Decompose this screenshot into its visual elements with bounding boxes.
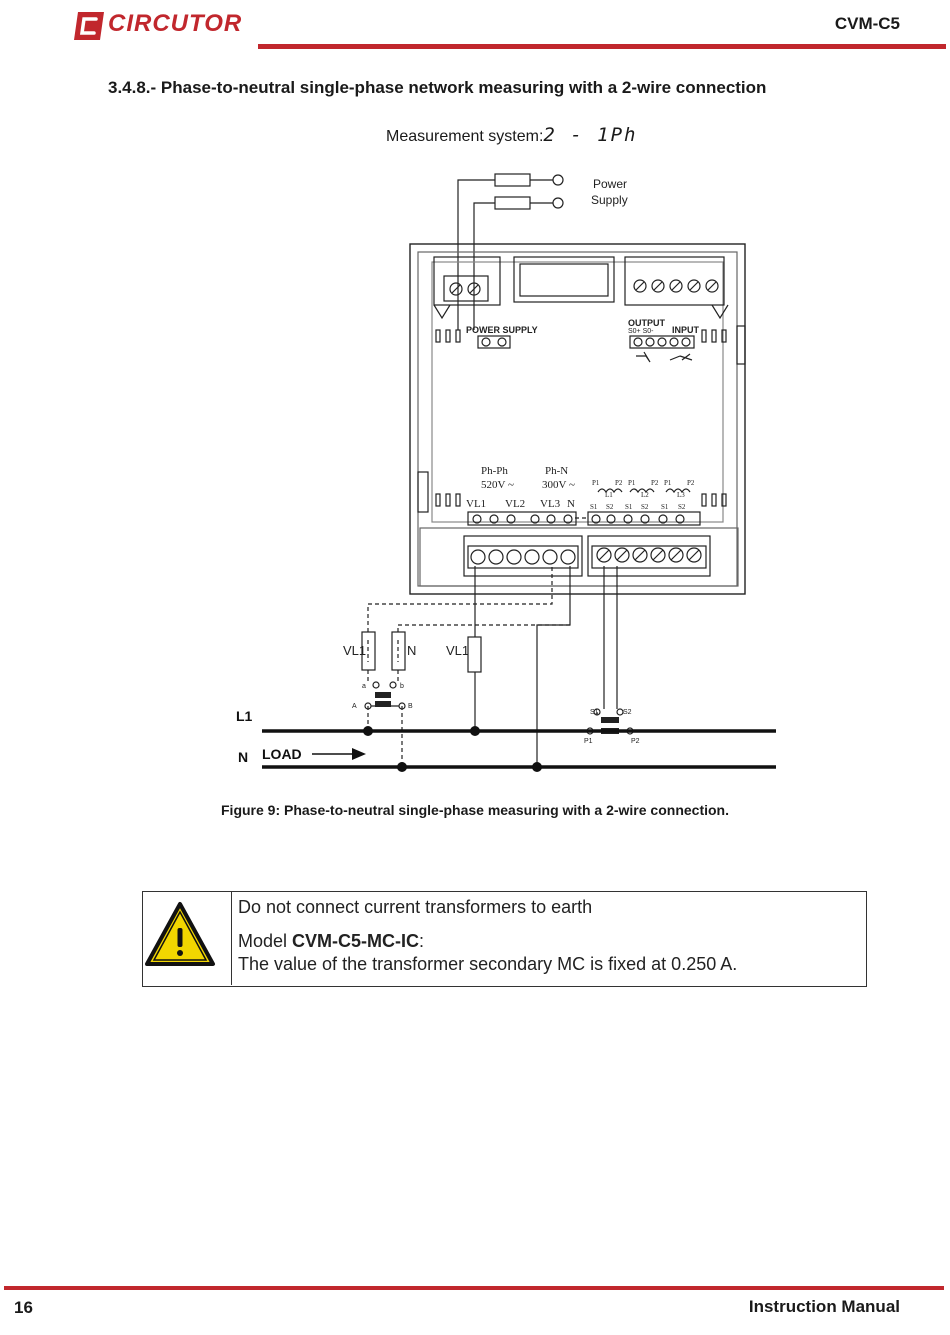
vt-a-label: a [362,683,366,690]
current-connector [588,536,710,576]
terminal-n: N [567,498,575,510]
line-l1-label: L1 [236,708,253,724]
load-label: LOAD [262,746,302,762]
warning-text [238,896,737,976]
fuse-vl1-direct [468,637,481,672]
load-arrow-icon [352,748,366,760]
ct-l2-label: L2 [641,491,649,499]
ct1-p1: P1 [592,479,600,487]
power-supply-label-2: Supply [591,193,628,207]
fuse-vl1-label: VL1 [343,643,367,658]
ph-n-voltage: 300V ~ [542,479,575,491]
ct-p2-label: P2 [631,738,640,745]
wiring-diagram [0,160,950,790]
ct3-s2: S2 [678,503,686,511]
warning-line-2 [238,930,737,953]
power-supply-terminal-2 [553,198,563,208]
warning-model-prefix: Model [238,931,293,951]
section-title: 3.4.8.- Phase-to-neutral single-phase network measuring with a 2-wire connection [108,78,767,97]
ct1-p2: P2 [615,479,623,487]
warning-box [142,891,867,987]
warning-model-name: CVM-C5-MC-IC [292,931,420,951]
line-n-label: N [238,749,249,765]
ct1-s2: S2 [606,503,614,511]
circutor-logo-icon [72,10,106,47]
model-name: CVM-C5 [834,14,900,33]
terminal-vl2: VL2 [505,498,526,510]
warning-line-3: The value of the transformer secondary MC is fixed at 0.250 A. [238,954,738,974]
power-supply-terminal-1 [553,175,563,185]
ct3-p2: P2 [687,479,695,487]
ct1-s1: S1 [590,503,598,511]
ct2-s2: S2 [641,503,649,511]
warning-triangle-icon [143,892,231,985]
brand-name: CIRCUTOR [108,10,243,37]
output-label: OUTPUT [628,318,665,328]
terminal-vl1: VL1 [466,498,487,510]
input-label: INPUT [672,325,699,335]
vt-b-label: b [400,683,404,690]
footer-title: Instruction Manual [748,1297,900,1316]
header-rule [258,44,946,49]
voltage-terminal-strip [468,512,576,525]
ph-n-label: Ph-N [545,465,569,477]
figure-caption: Figure 9: Phase-to-neutral single-phase measuring with a 2-wire connection. [221,802,729,818]
warning-model-suffix: : [419,931,425,951]
power-supply-fuse-2 [495,197,530,209]
terminal-vl3: VL3 [540,498,561,510]
power-supply-block-label: POWER SUPPLY [466,325,538,335]
vt-A-label: A [352,703,357,710]
ct2-p1: P1 [628,479,636,487]
fuse-vl1-direct-label: VL1 [446,643,470,658]
footer-rule [4,1286,944,1290]
ph-ph-label: Ph-Ph [481,465,508,477]
warning-icon-cell [143,892,232,985]
ct-p1-label: P1 [584,738,593,745]
ph-ph-voltage: 520V ~ [481,479,514,491]
ct-s1-label: S1 [590,709,599,716]
ct3-p1: P1 [664,479,672,487]
ct-l1-label: L1 [605,491,613,499]
warning-line-1: Do not connect current transformers to earth [238,897,593,917]
ct2-s1: S1 [625,503,633,511]
ct3-s1: S1 [661,503,669,511]
page-number: 16 [14,1298,33,1317]
voltage-connector [464,536,582,576]
power-supply-fuse-1 [495,174,530,186]
ct-s2-label: S2 [623,709,632,716]
ct-l3-label: L3 [677,491,685,499]
measurement-code: 2 - 1Ph [543,124,638,146]
ct2-p2: P2 [651,479,659,487]
measurement-system [386,124,637,146]
output-pins-label: S0+ S0- [628,328,654,335]
fuse-n-label: N [407,643,417,658]
power-supply-label-1: Power [593,177,628,191]
vt-B-label: B [408,703,413,710]
power-supply-wire-2 [474,203,495,330]
measurement-label: Measurement system: [386,128,544,145]
